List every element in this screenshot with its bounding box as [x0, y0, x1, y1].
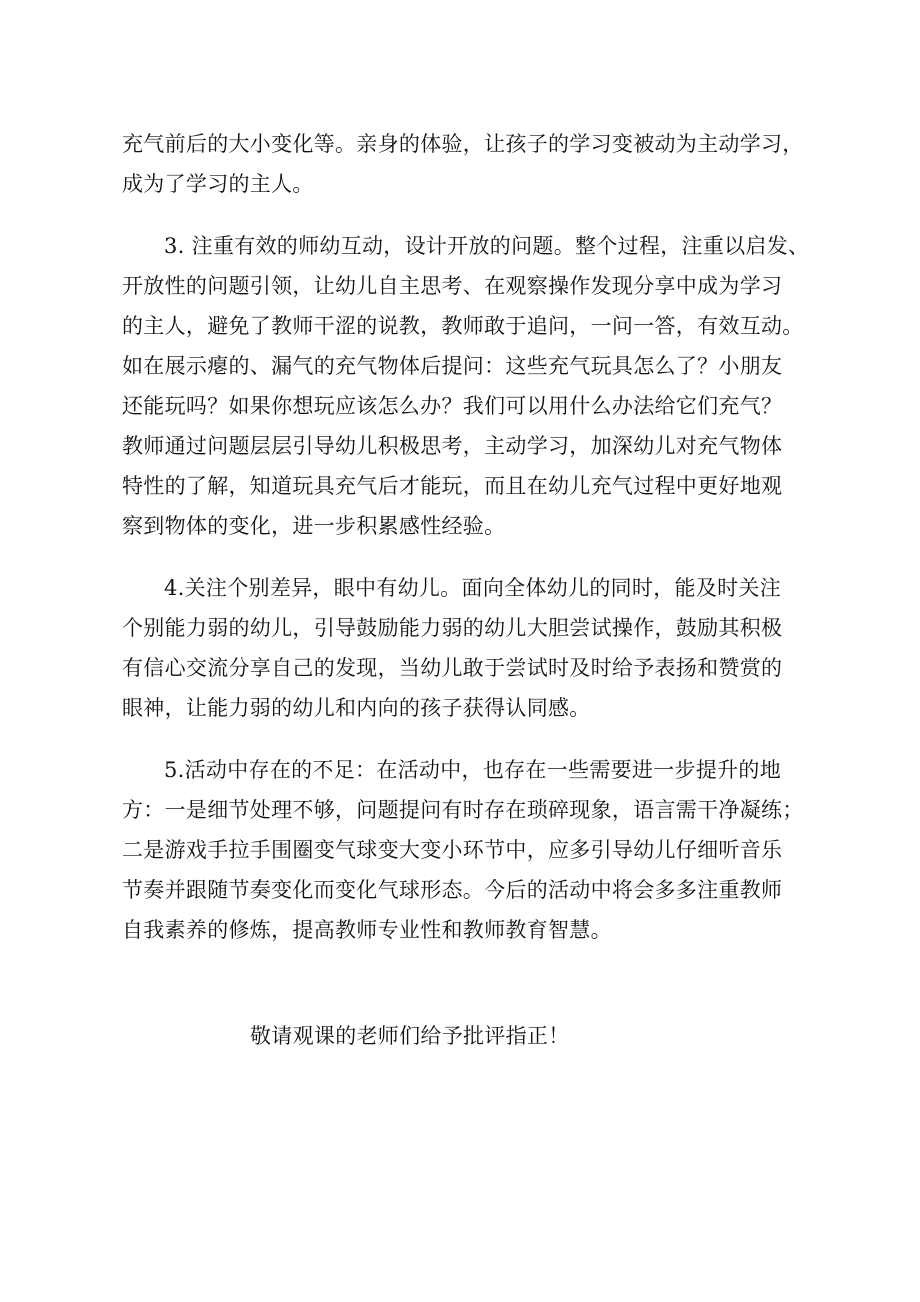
text-line: 的主人，避免了教师干涩的说教，教师敢于追问，一问一答，有效互动。: [122, 314, 804, 338]
text-line: 教师通过问题层层引导幼儿积极思考，主动学习，加深幼儿对充气物体: [122, 434, 783, 458]
text-line: 如在展示瘪的、漏气的充气物体后提问：这些充气玩具怎么了？小朋友: [122, 354, 783, 378]
text-line: 察到物体的变化，进一步积累感性经验。: [122, 514, 506, 538]
text-line: 眼神，让能力弱的幼儿和内向的孩子获得认同感。: [122, 696, 591, 720]
closing-remark: 敬请观课的老师们给予批评指正！: [250, 1024, 570, 1048]
point-5-first-line: 5.活动中存在的不足：在活动中，也存在一些需要进一步提升的地: [164, 758, 782, 782]
text-line: 充气前后的大小变化等。亲身的体验，让孩子的学习变被动为主动学习，: [122, 132, 804, 156]
text-line: 有信心交流分享自己的发现，当幼儿敢于尝试时及时给予表扬和赞赏的: [122, 656, 783, 680]
text-line: 开放性的问题引领，让幼儿自主思考、在观察操作发现分享中成为学习: [122, 274, 783, 298]
text-line: 成为了学习的主人。: [122, 172, 314, 196]
text-line: 个别能力弱的幼儿，引导鼓励能力弱的幼儿大胆尝试操作，鼓励其积极: [122, 616, 783, 640]
text-line: 方：一是细节处理不够，问题提问有时存在琐碎现象，语言需干净凝练；: [122, 798, 804, 822]
text-line: 特性的了解，知道玩具充气后才能玩，而且在幼儿充气过程中更好地观: [122, 474, 783, 498]
text-line: 节奏并跟随节奏变化而变化气球形态。今后的活动中将会多多注重教师: [122, 878, 783, 902]
text-line: 自我素养的修炼，提高教师专业性和教师教育智慧。: [122, 918, 612, 942]
point-4-first-line: 4.关注个别差异，眼中有幼儿。面向全体幼儿的同时，能及时关注: [164, 576, 782, 600]
text-line: 二是游戏手拉手围圈变气球变大变小环节中，应多引导幼儿仔细听音乐: [122, 838, 783, 862]
text-line: 还能玩吗？如果你想玩应该怎么办？我们可以用什么办法给它们充气？: [122, 394, 783, 418]
point-3-first-line: 3. 注重有效的师幼互动，设计开放的问题。整个过程，注重以启发、: [164, 234, 810, 258]
